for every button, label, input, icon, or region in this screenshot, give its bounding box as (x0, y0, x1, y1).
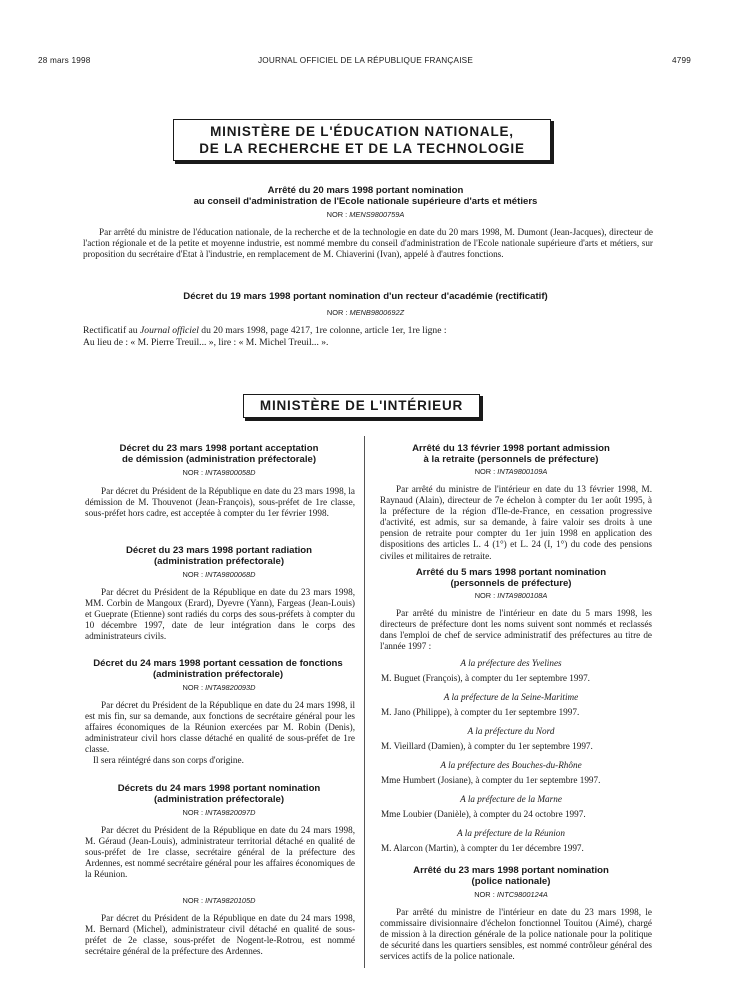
title-line2: de démission (administration préfectorale) (121, 453, 317, 465)
right-s3-nor (370, 890, 652, 899)
title-line1: Décret du 24 mars 1998 portant cessation de fonctions (93, 658, 343, 669)
ministry-education-line2: DE LA RECHERCHE ET DE LA TECHNOLOGIE (199, 141, 525, 156)
left-s4-body2 (85, 913, 355, 957)
nor-code: INTA9820097D (205, 808, 256, 817)
left-s1-title (78, 444, 360, 465)
right-s2-nor (370, 591, 652, 600)
journal-officiel-italic: Journal officiel (140, 325, 199, 336)
header-journal-title: JOURNAL OFFICIEL DE LA RÉPUBLIQUE FRANÇAISE (257, 56, 473, 65)
prefecture-heading: A la préfecture des Bouches-du-Rhône (440, 760, 582, 770)
nor-code: INTA9820093D (205, 683, 256, 692)
left-s1-nor (78, 468, 360, 477)
rectificatif-text-end: du 20 mars 1998, page 4217, 1re colonne, article 1er, 1re ligne : (198, 325, 447, 336)
nor-label: NOR : (474, 890, 497, 899)
paragraph: Par décret du Président de la République en date du 23 mars 1998, MM. Corbin de Mangoux (Erard), Dyevre (Yann), Fargeas (Jean-Louis) et Gueprate (Etienne) sont radiés du corps des sous-préfets à compter du 10 décembre 1997, date de leur intégration dans le corps des administrateurs civils. (85, 587, 355, 642)
title-line2: (administration préfectorale) (152, 668, 284, 680)
left-s2-title (78, 546, 360, 567)
header-page-number: 4799 (671, 56, 691, 65)
right-s1-body (380, 484, 652, 562)
title-line2: (administration préfectorale) (153, 555, 285, 567)
left-s3-title (72, 659, 364, 680)
prefecture-heading: A la préfecture des Yvelines (460, 658, 562, 668)
nor-code: MENB9800692Z (349, 308, 405, 317)
nor-code: INTC9800124A (496, 890, 548, 899)
nor-code: INTA9800058D (205, 468, 256, 477)
nor-label: NOR : (326, 308, 350, 317)
nor-label: NOR : (182, 896, 206, 905)
arrete-ensam-nor (100, 210, 631, 219)
arrete-ensam-title-line2: au conseil d'administration de l'Ecole nationale supérieure d'arts et métiers (193, 195, 538, 207)
right-s3-body (380, 907, 652, 962)
nor-code: INTA9820105D (205, 896, 256, 905)
prefecture-heading: A la préfecture de la Seine-Maritime (443, 692, 579, 702)
rectificatif-line (83, 325, 653, 337)
rectificatif-text: Rectificatif au (83, 325, 141, 336)
appointee-line: M. Alarcon (Martin), à compter du 1er décembre 1997. (381, 843, 584, 853)
paragraph: Par arrêté du ministre de l'intérieur en date du 23 mars 1998, le commissaire divisionnaire d'échelon fonctionnel Touitou (Aimé), chargé de mission à la direction générale de la police nationale pour la politique de sécurité dans les quartiers sensibles, est nommé contrôleur général des services actifs de la police nationale. (380, 907, 652, 962)
nor-code: INTA9800068D (205, 570, 256, 579)
nor-label: NOR : (474, 591, 498, 600)
nor-code: INTA9800108A (497, 591, 548, 600)
decret-recteur-title: Décret du 19 mars 1998 portant nomination d'un recteur d'académie (rectificatif) (183, 291, 548, 302)
prefecture-heading: A la préfecture de la Réunion (457, 828, 565, 838)
left-s4-nor2 (78, 896, 360, 905)
title-line1: Arrêté du 5 mars 1998 portant nomination (415, 567, 607, 578)
title-line2: (administration préfectorale) (153, 793, 285, 805)
correction-line: Au lieu de : « M. Pierre Treuil... », lire : « M. Michel Treuil... ». (83, 337, 329, 349)
title-line1: Arrêté du 13 février 1998 portant admission (412, 443, 610, 454)
left-s1-body (85, 486, 355, 519)
nor-label: NOR : (182, 683, 206, 692)
left-s2-body (85, 587, 355, 642)
prefecture-heading: A la préfecture du Nord (467, 726, 555, 736)
paragraph: Par arrêté du ministre de l'intérieur en date du 13 février 1998, M. Raynaud (Alain), directeur de 7e échelon à compter du 1er août 1995, à la préfecture de la région d'Ile-de-France, en cessation progressive d'activité, est admis, sur sa demande, à faire valoir ses droits à une pension de retraite pour compter du 1er juin 1998 en application des dispositions des articles L. 4 (1°) et L. 24 (I, 1°) du code des pensions civiles et militaires de retraite. (380, 484, 652, 561)
left-s3-body (85, 700, 355, 767)
decret-recteur-nor (100, 308, 631, 317)
appointee-line: M. Vieillard (Damien), à compter du 1er septembre 1997. (381, 741, 593, 751)
title-line2: à la retraite (personnels de préfecture) (423, 453, 599, 465)
left-s4-nor (78, 808, 360, 817)
right-s1-nor (370, 467, 652, 476)
left-s4-body (85, 825, 355, 880)
title-line1: Décret du 23 mars 1998 portant acceptation (119, 443, 319, 454)
nor-code: MENS9800759A (349, 210, 405, 219)
title-line1: Décrets du 24 mars 1998 portant nomination (117, 783, 321, 794)
ministry-education-box (173, 119, 551, 161)
prefecture-heading: A la préfecture de la Marne (460, 794, 562, 804)
arrete-ensam-body (83, 227, 653, 260)
ministry-education-line1: MINISTÈRE DE L'ÉDUCATION NATIONALE, (210, 124, 514, 139)
appointee-line: M. Buguet (François), à compter du 1er septembre 1997. (381, 673, 590, 683)
title-line1: Décret du 23 mars 1998 portant radiation (125, 545, 313, 556)
appointee-line: Mme Humbert (Josiane), à compter du 1er septembre 1997. (381, 775, 601, 785)
appointee-line: M. Jano (Philippe), à compter du 1er septembre 1997. (381, 707, 580, 717)
nor-label: NOR : (182, 468, 206, 477)
right-s3-title (370, 866, 652, 887)
paragraph: Par décret du Président de la République en date du 24 mars 1998, M. Géraud (Jean-Louis), administrateur territorial détaché en qualité de sous-préfet de 1re classe, secrétaire général de la préfecture des Ardennes, est nommé secrétaire général pour les affaires économiques de la Réunion. (85, 825, 355, 880)
column-divider (364, 436, 365, 968)
title-line2: (police nationale) (471, 875, 551, 887)
nor-label: NOR : (182, 570, 206, 579)
paragraph: Par décret du Président de la République en date du 24 mars 1998, il est mis fin, sur sa demande, aux fonctions de secrétaire général pour les affaires économiques de la Réunion exercées par M. Robin (Denis), administrateur civil hors classe détaché en qualité de sous-préfet de 1re classe. (85, 700, 355, 755)
paragraph: Par décret du Président de la République en date du 23 mars 1998, la démission de M. Thouvenot (Jean-François), sous-préfet de 1re classe, sous-préfet hors cadre, est acceptée à compter du 1er février 1998. (85, 486, 355, 519)
arrete-ensam-title-line1: Arrêté du 20 mars 1998 portant nomination (267, 185, 464, 196)
decret-recteur-body (83, 325, 653, 350)
nor-label: NOR : (474, 467, 498, 476)
right-s2-body (380, 608, 652, 652)
left-s3-nor (78, 683, 360, 692)
paragraph-reintegration: Il sera réintégré dans son corps d'origine. (93, 755, 244, 766)
right-s2-title (370, 568, 652, 589)
header-date: 28 mars 1998 (38, 56, 91, 65)
paragraph: Par décret du Président de la République en date du 24 mars 1998, M. Bernard (Michel), administrateur civil détaché en qualité de sous-préfet de 2e classe, sous-préfet de Nogent-le-Rotrou, est nommé secrétaire général de la préfecture des Ardennes. (85, 913, 355, 957)
left-s4-title (78, 784, 360, 805)
nor-label: NOR : (326, 210, 350, 219)
appointee-line: Mme Loubier (Danièle), à compter du 24 octobre 1997. (381, 809, 586, 819)
nor-label: NOR : (182, 808, 206, 817)
paragraph: Par arrêté du ministre de l'intérieur en date du 5 mars 1998, les directeurs de préfecture dont les noms suivent sont nommés et reclassés dans l'emploi de chef de service administratif des préfectures au titre de l'année 1997 : (380, 608, 652, 652)
title-line2: (personnels de préfecture) (450, 577, 572, 589)
arrete-ensam-title (100, 186, 631, 207)
ministry-interieur-label: MINISTÈRE DE L'INTÉRIEUR (259, 398, 464, 413)
right-s1-title (370, 444, 652, 465)
nor-code: INTA9800109A (497, 467, 548, 476)
paragraph: Par arrêté du ministre de l'éducation nationale, de la recherche et de la technologie en date du 20 mars 1998, M. Dumont (Jean-Jacques), directeur de l'action régionale et de la petite et moyenne industrie, est nommé membre du conseil d'administration de l'Ecole nationale supérieure d'arts et métiers, sur proposition du secrétaire d'Etat à l'industrie, en remplacement de M. Chiaverini (Ivan), appelé à d'autres fonctions. (83, 227, 653, 260)
ministry-interieur-box (243, 394, 480, 418)
left-s2-nor (78, 570, 360, 579)
title-line1: Arrêté du 23 mars 1998 portant nomination (413, 865, 609, 876)
